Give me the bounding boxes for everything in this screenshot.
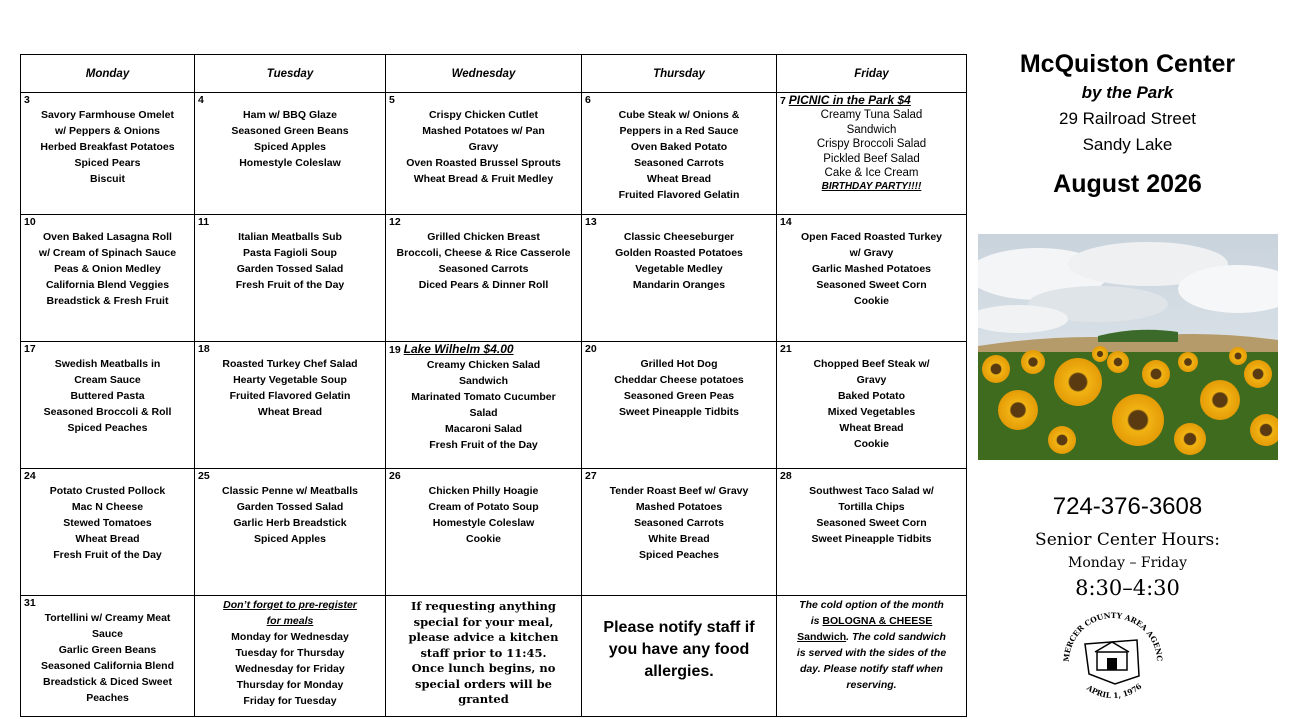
menu-items (780, 229, 963, 309)
cold-option-line: The cold option of the month (799, 599, 944, 611)
menu-item: Marinated Tomato Cucumber (411, 391, 556, 403)
menu-item: Wheat Bread & Fruit Medley (413, 173, 554, 185)
address-street: 29 Railroad Street (1058, 109, 1197, 128)
menu-items (585, 356, 773, 420)
menu-item: Stewed Tomatoes (63, 517, 152, 529)
menu-item: Sandwich (846, 123, 897, 136)
day-number (389, 216, 578, 229)
day-number-value: 17 (24, 343, 36, 355)
menu-item: Classic Penne w/ Meatballs (222, 485, 358, 497)
preregister-lines (198, 597, 382, 709)
hours-time: 8:30–4:30 (1075, 576, 1180, 600)
day-number (585, 470, 773, 483)
menu-item: Seasoned Carrots (634, 517, 724, 529)
menu-item: Fruited Flavored Gelatin (229, 390, 351, 402)
menu-items (24, 610, 191, 706)
menu-item: Cookie (853, 295, 889, 307)
menu-item: Oven Baked Potato (630, 141, 728, 153)
menu-item: Pickled Beef Salad (823, 152, 920, 165)
day-cell-friday (777, 469, 967, 596)
menu-item: Seasoned Sweet Corn (816, 517, 927, 529)
menu-items (24, 356, 191, 436)
menu-item: Fresh Fruit of the Day (429, 439, 538, 451)
day-number-value: 28 (780, 470, 792, 482)
day-number-value: 3 (24, 94, 30, 106)
menu-item: Grilled Hot Dog (640, 358, 718, 370)
day-cell-monday (21, 469, 195, 596)
menu-item: Ham w/ BBQ Glaze (243, 109, 337, 121)
special-request-line: staff prior to 11:45. (420, 645, 547, 660)
menu-item: Peaches (86, 692, 129, 704)
menu-item: Herbed Breakfast Potatoes (40, 141, 175, 153)
agency-seal-logo (1055, 604, 1171, 712)
menu-item: Wheat Bread (75, 533, 140, 545)
menu-items (198, 229, 382, 293)
menu-item: Vegetable Medley (635, 263, 723, 275)
day-cell-wednesday (386, 215, 582, 342)
header-tuesday: Tuesday (195, 55, 386, 93)
menu-item: Tender Roast Beef w/ Gravy (609, 485, 749, 497)
event-title: Lake Wilhelm $4.00 (403, 342, 514, 356)
menu-item: Tortilla Chips (838, 501, 905, 513)
cold-option-text (780, 597, 963, 693)
preregister-title: Don’t forget to pre-register (223, 599, 357, 611)
weekday-header-row (21, 55, 967, 93)
menu-item: Diced Pears & Dinner Roll (418, 279, 549, 291)
menu-item: Open Faced Roasted Turkey (800, 231, 942, 243)
month-title: August 2026 (1053, 170, 1202, 198)
menu-items (780, 356, 963, 452)
cold-option-line: day. Please notify staff when (800, 663, 943, 675)
menu-item: Pasta Fagioli Soup (243, 247, 337, 259)
menu-item: Seasoned Green Beans (231, 125, 349, 137)
day-number-value: 10 (24, 216, 36, 228)
menu-items (585, 107, 773, 203)
menu-item: Spiced Pears (74, 157, 141, 169)
day-cell-thursday (582, 469, 777, 596)
menu-item: Mandarin Oranges (632, 279, 726, 291)
menu-item: Homestyle Coleslaw (432, 517, 535, 529)
menu-item: w/ Gravy (849, 247, 894, 259)
menu-item: Fruited Flavored Gelatin (618, 189, 740, 201)
day-number-value: 12 (389, 216, 401, 228)
special-request-line: If requesting anything (411, 599, 556, 613)
day-number-value: 19 (389, 344, 401, 356)
menu-items (780, 483, 963, 547)
allergy-lines (585, 597, 773, 683)
menu-item: Chopped Beef Steak w/ (813, 358, 930, 370)
day-cell-tuesday (195, 342, 386, 469)
menu-items (24, 107, 191, 187)
menu-items (198, 107, 382, 171)
special-request-note (386, 596, 582, 717)
preregister-rule: Friday for Tuesday (243, 695, 337, 707)
menu-item: Chicken Philly Hoagie (428, 485, 539, 497)
menu-item: Sandwich (458, 375, 508, 387)
menu-items (198, 356, 382, 420)
day-cell-thursday (582, 215, 777, 342)
menu-item: Garden Tossed Salad (236, 501, 344, 513)
menu-item: Wheat Bread (839, 422, 904, 434)
day-number-value: 18 (198, 343, 210, 355)
phone-number: 724-376-3608 (1052, 493, 1203, 520)
center-name: McQuiston Center (1019, 50, 1236, 78)
menu-item: Italian Meatballs Sub (238, 231, 342, 243)
menu-item: Broccoli, Cheese & Rice Casserole (396, 247, 571, 259)
menu-item: Southwest Taco Salad w/ (809, 485, 934, 497)
event-title: PICNIC in the Park $4 (788, 93, 911, 107)
menu-item: Garden Tossed Salad (236, 263, 344, 275)
menu-item: Creamy Tuna Salad (820, 109, 923, 121)
special-request-line: special for your meal, (413, 614, 554, 629)
day-number (198, 216, 382, 229)
week-row (21, 596, 967, 717)
day-cell-friday (777, 215, 967, 342)
menu-items (24, 229, 191, 309)
menu-item: Salad (469, 407, 498, 419)
day-number (198, 343, 382, 356)
cold-option-item: BOLOGNA & CHEESE (822, 615, 933, 627)
header-wednesday: Wednesday (386, 55, 582, 93)
day-number-value: 13 (585, 216, 597, 228)
day-number (24, 94, 191, 107)
menu-item: Peppers in a Red Sauce (619, 125, 739, 137)
day-number-value: 7 (780, 95, 786, 107)
menu-item: Garlic Green Beans (58, 644, 157, 656)
day-number (389, 470, 578, 483)
menu-item: Gravy (856, 374, 887, 386)
day-number (780, 94, 963, 108)
menu-calendar (20, 54, 967, 717)
day-cell-friday (777, 93, 967, 215)
day-number-value: 26 (389, 470, 401, 482)
day-number (198, 470, 382, 483)
menu-item: Seasoned Carrots (438, 263, 529, 275)
allergy-note (582, 596, 777, 717)
cold-option-line: is served with the sides of the (796, 647, 947, 659)
cold-option-is: is (810, 615, 820, 627)
menu-item: Spiced Peaches (67, 422, 148, 434)
menu-item: Spiced Apples (254, 141, 326, 153)
day-number-value: 11 (198, 216, 210, 228)
special-request-line: granted (458, 692, 509, 706)
cold-option-line (780, 613, 963, 629)
menu-item: California Blend Veggies (45, 279, 170, 291)
menu-item: Golden Roasted Potatoes (615, 247, 743, 259)
sunflower-field-photo (978, 234, 1278, 460)
day-number-value: 5 (389, 94, 395, 106)
day-number (24, 470, 191, 483)
day-number-value: 20 (585, 343, 597, 355)
menu-item: Spiced Apples (254, 533, 326, 545)
day-cell-friday (777, 342, 967, 469)
menu-item: Baked Potato (837, 390, 906, 402)
preregister-rule: Monday for Wednesday (231, 631, 349, 643)
menu-item: Garlic Mashed Potatoes (811, 263, 932, 275)
day-number (24, 216, 191, 229)
menu-item: Sauce (92, 628, 123, 640)
menu-item: Cheddar Cheese potatoes (614, 374, 744, 386)
day-number (389, 343, 578, 357)
menu-item: Wheat Bread (257, 406, 323, 418)
menu-item: White Bread (648, 533, 710, 545)
menu-item: w/ Peppers & Onions (54, 125, 161, 137)
menu-item: Crispy Broccoli Salad (816, 138, 927, 150)
menu-item: Seasoned Green Peas (623, 390, 735, 402)
menu-item: Gravy (468, 141, 499, 153)
menu-items (389, 229, 578, 293)
menu-item: w/ Cream of Spinach Sauce (38, 247, 177, 259)
week-row (21, 342, 967, 469)
menu-item: Fresh Fruit of the Day (235, 279, 345, 291)
menu-item: Oven Baked Lasagna Roll (43, 231, 172, 243)
menu-item: Spiced Peaches (639, 549, 719, 561)
special-request-line: special orders will be (414, 676, 553, 691)
event-note: BIRTHDAY PARTY!!!! (821, 180, 922, 192)
day-number: 31 (24, 597, 36, 609)
day-number (24, 343, 191, 356)
menu-item: Classic Cheeseburger (623, 231, 735, 243)
day-number (585, 343, 773, 356)
day-number-value: 24 (24, 470, 36, 482)
day-number (780, 470, 963, 483)
menu-item: Roasted Turkey Chef Salad (222, 358, 358, 370)
allergy-line: you have any food (608, 641, 750, 658)
day-cell-monday (21, 342, 195, 469)
day-cell-wednesday (386, 93, 582, 215)
menu-items (389, 483, 578, 547)
special-request-lines (389, 597, 578, 708)
day-number-value: 27 (585, 470, 597, 482)
day-number-value: 14 (780, 216, 792, 228)
menu-item: Mashed Potatoes (635, 501, 723, 513)
cold-option-item2: Sandwich (797, 631, 847, 643)
menu-item: Oven Roasted Brussel Sprouts (406, 157, 561, 169)
menu-item: Potato Crusted Pollock (49, 485, 166, 497)
day-cell-monday (21, 596, 195, 717)
day-cell-thursday (582, 342, 777, 469)
menu-item: Biscuit (89, 173, 125, 185)
menu-item: Mashed Potatoes w/ Pan (422, 125, 545, 137)
week-row (21, 469, 967, 596)
cold-option-note (777, 596, 967, 717)
menu-item: Hearty Vegetable Soup (233, 374, 347, 386)
menu-item: Homestyle Coleslaw (239, 157, 341, 169)
week-row (21, 215, 967, 342)
menu-item: Swedish Meatballs in (54, 358, 161, 370)
special-request-line: Once lunch begins, no (411, 661, 556, 675)
menu-items (585, 483, 773, 563)
svg-text:MERCER COUNTY AREA AGENCY ON A: MERCER COUNTY AREA AGENC (1061, 610, 1165, 663)
day-number-value: 25 (198, 470, 210, 482)
day-cell-monday (21, 93, 195, 215)
menu-item: Cream of Potato Soup (428, 501, 539, 513)
menu-item: Breadstick & Diced Sweet (43, 676, 172, 688)
menu-item: Macaroni Salad (444, 423, 523, 435)
preregister-note (195, 596, 386, 717)
day-number (389, 94, 578, 107)
menu-item: Cookie (853, 438, 889, 450)
day-cell-tuesday (195, 93, 386, 215)
day-number-value: 4 (198, 94, 204, 106)
hours-label: Senior Center Hours: (1035, 530, 1220, 550)
week-row (21, 93, 967, 215)
day-number (585, 94, 773, 107)
day-number-value: 21 (780, 343, 792, 355)
day-cell-tuesday (195, 469, 386, 596)
menu-item: Savory Farmhouse Omelet (40, 109, 175, 121)
day-cell-wednesday (386, 342, 582, 469)
allergy-line: Please notify staff if (603, 619, 755, 636)
menu-item: Sweet Pineapple Tidbits (811, 533, 932, 545)
menu-items (585, 229, 773, 293)
allergy-line: allergies. (644, 663, 714, 680)
day-cell-thursday (582, 93, 777, 215)
menu-items (389, 107, 578, 187)
menu-item: Mixed Vegetables (827, 406, 916, 418)
menu-item: Seasoned Broccoli & Roll (43, 406, 172, 418)
menu-item: Tortellini w/ Creamy Meat (44, 612, 171, 624)
menu-item: Sweet Pineapple Tidbits (618, 406, 739, 418)
hours-days: Monday – Friday (1068, 555, 1187, 571)
preregister-title: for meals (266, 615, 314, 627)
header-friday: Friday (777, 55, 967, 93)
menu-item: Cube Steak w/ Onions & (618, 109, 740, 121)
cold-option-line (780, 629, 963, 645)
cold-option-rest: . The cold sandwich (846, 631, 946, 643)
menu-item: Seasoned Sweet Corn (816, 279, 927, 291)
menu-item: Wheat Bread (646, 173, 712, 185)
preregister-rule: Tuesday for Thursday (235, 647, 345, 659)
menu-item: Mac N Cheese (71, 501, 144, 513)
menu-item: Seasoned Carrots (634, 157, 724, 169)
menu-item: Buttered Pasta (70, 390, 145, 402)
day-number (198, 94, 382, 107)
special-request-line: please advice a kitchen (408, 630, 559, 644)
header-monday: Monday (21, 55, 195, 93)
menu-item: Creamy Chicken Salad (426, 359, 541, 371)
menu-item: Breadstick & Fresh Fruit (46, 295, 169, 307)
day-number (780, 343, 963, 356)
day-number-value: 6 (585, 94, 591, 106)
menu-items (198, 483, 382, 547)
menu-item: Seasoned California Blend (40, 660, 175, 672)
header-thursday: Thursday (582, 55, 777, 93)
menu-items (389, 357, 578, 453)
menu-items (780, 108, 963, 192)
address-city: Sandy Lake (1082, 135, 1173, 154)
menu-item: Peas & Onion Medley (54, 263, 161, 275)
day-number (585, 216, 773, 229)
menu-item: Cream Sauce (74, 374, 141, 386)
menu-item: Cake & Ice Cream (824, 167, 919, 179)
day-cell-wednesday (386, 469, 582, 596)
menu-item: Fresh Fruit of the Day (53, 549, 162, 561)
sidebar (980, 48, 1275, 200)
svg-text:APRIL 1, 1976: APRIL 1, 1976 (1084, 681, 1144, 701)
preregister-rule: Thursday for Monday (236, 679, 344, 691)
center-subtitle: by the Park (1081, 83, 1174, 102)
day-cell-monday (21, 215, 195, 342)
menu-item: Cookie (465, 533, 501, 545)
menu-item: Crispy Chicken Cutlet (428, 109, 539, 121)
preregister-rule: Wednesday for Friday (235, 663, 345, 675)
menu-item: Grilled Chicken Breast (427, 231, 540, 243)
menu-item: Garlic Herb Breadstick (233, 517, 347, 529)
day-number (780, 216, 963, 229)
day-cell-tuesday (195, 215, 386, 342)
menu-items (24, 483, 191, 563)
cold-option-line: reserving. (846, 679, 897, 691)
